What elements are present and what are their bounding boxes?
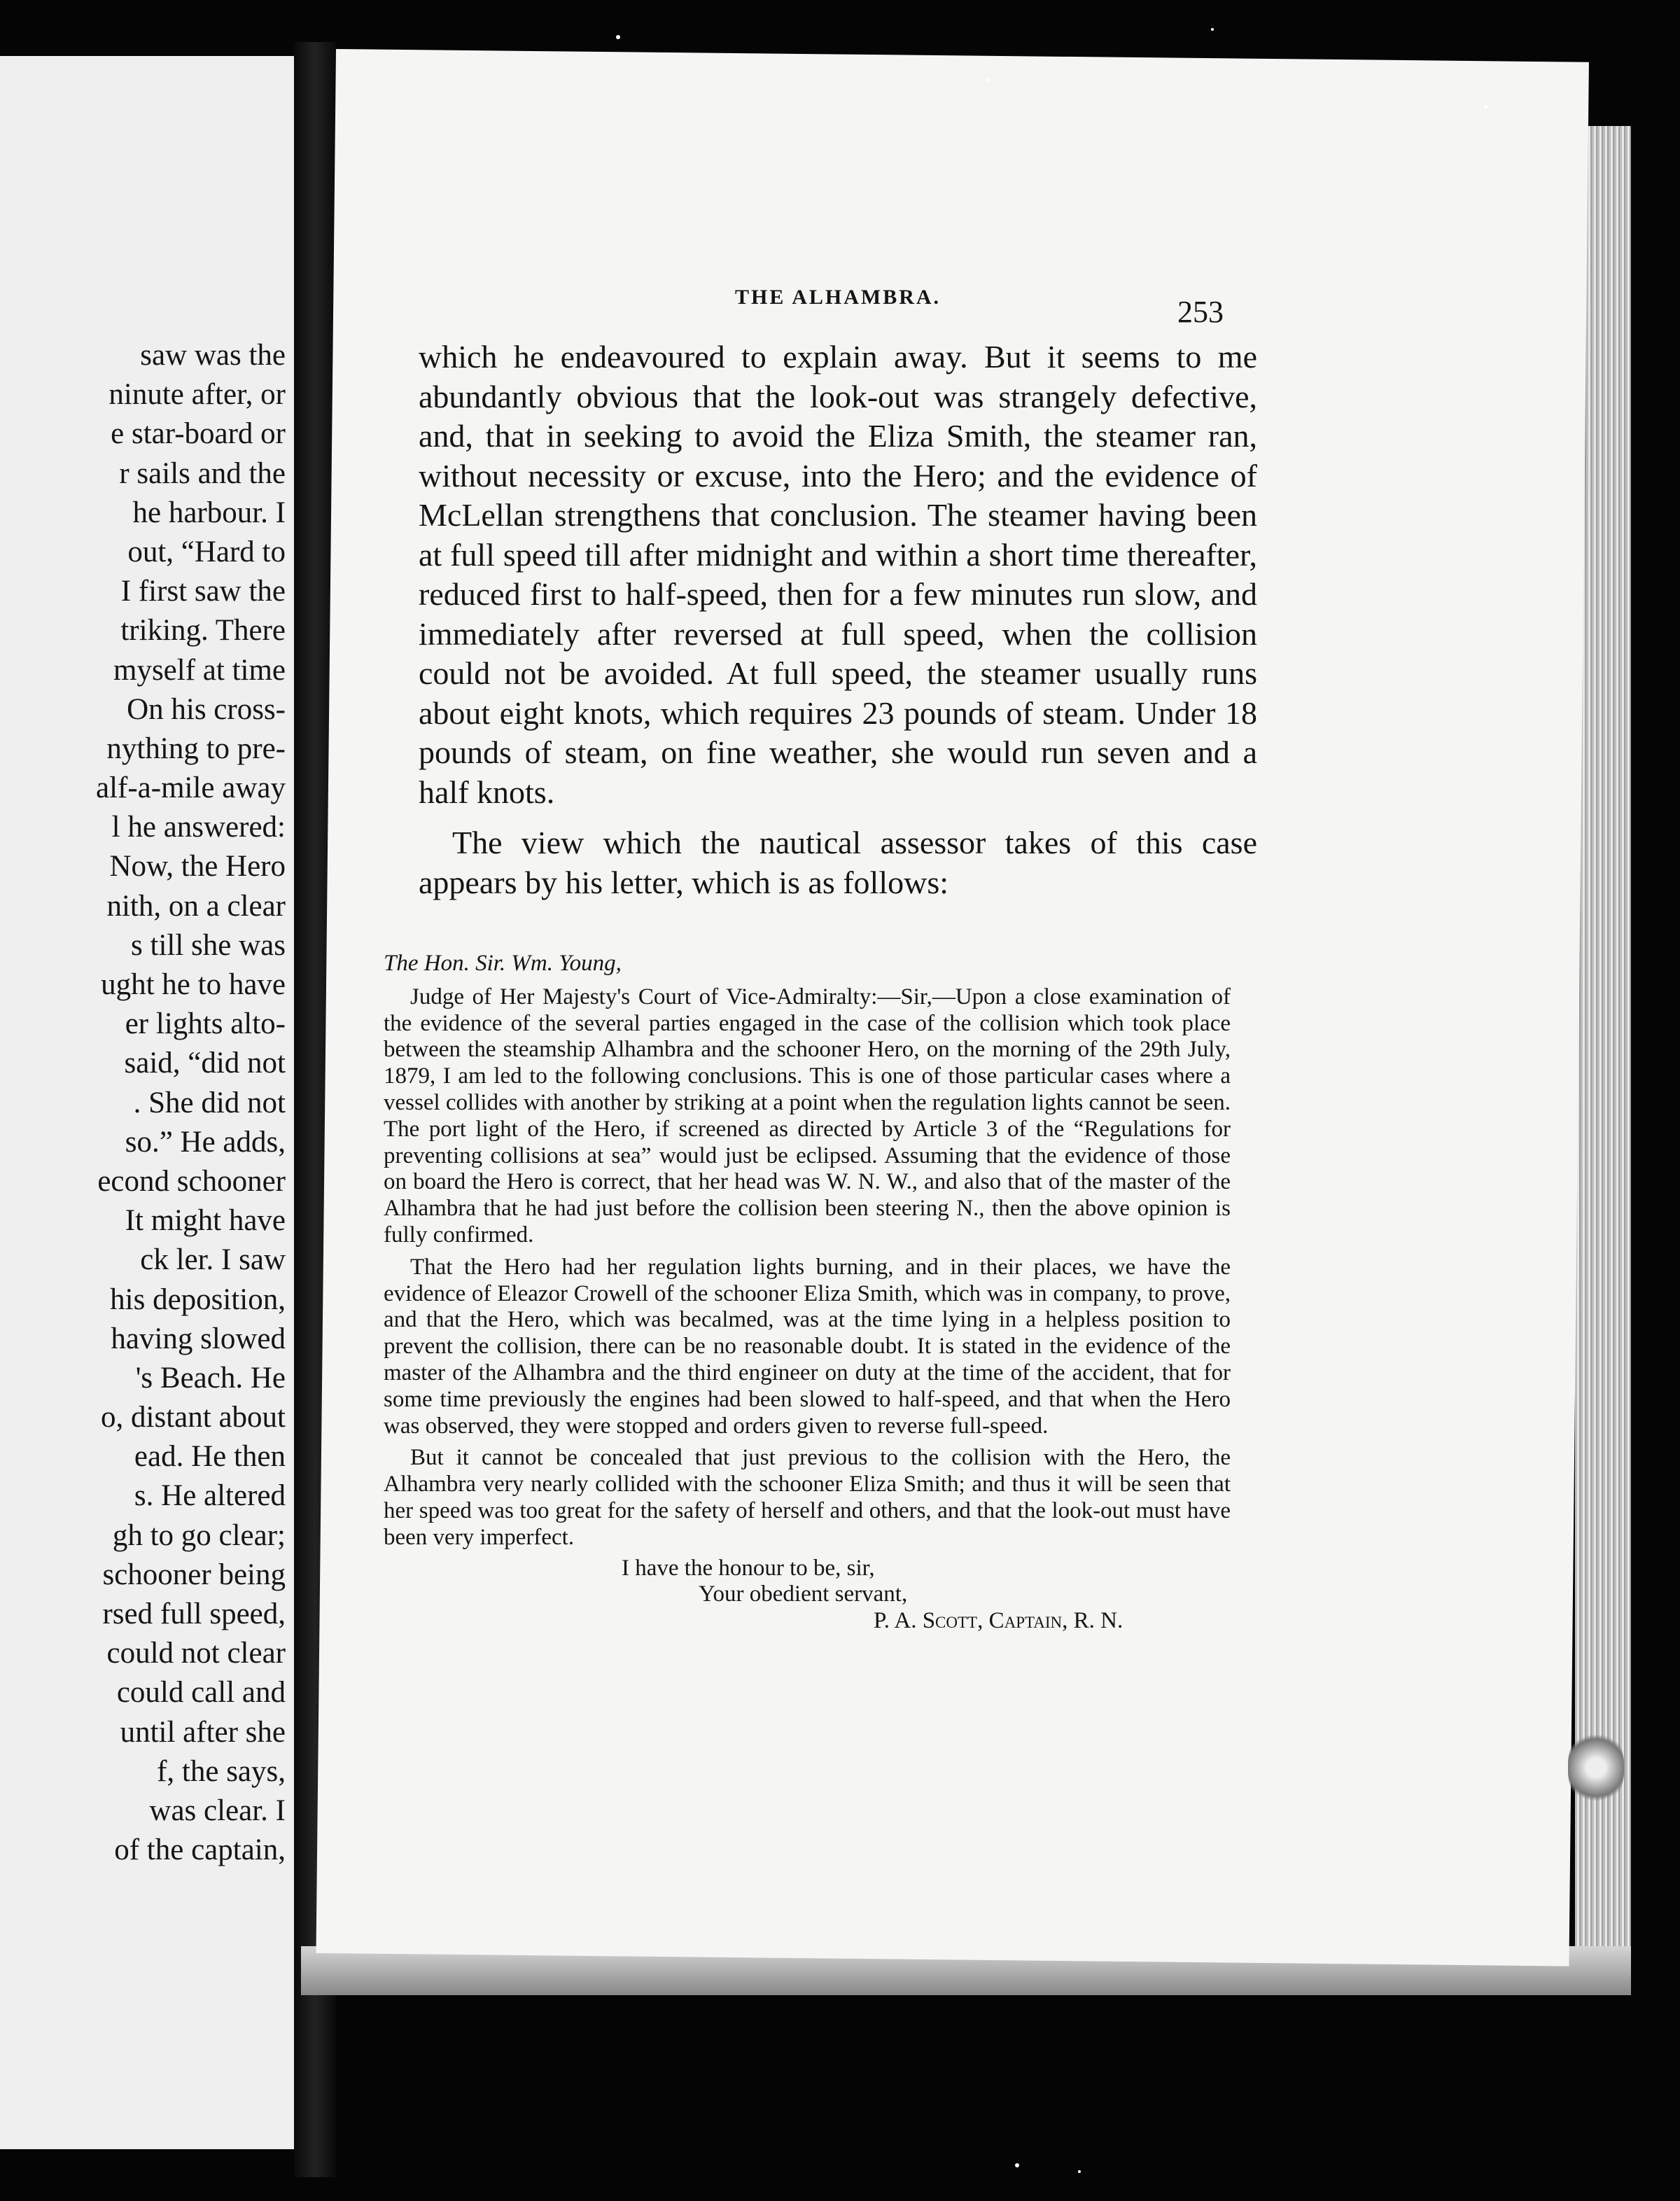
body-text bbox=[419, 337, 1257, 902]
left-page-line: having slowed bbox=[111, 1322, 286, 1355]
signature: P. A. Scott, Captain, R. N. bbox=[874, 1608, 1124, 1634]
left-page-line: l he answered: bbox=[111, 811, 286, 844]
left-page-line: so.” He adds, bbox=[125, 1125, 286, 1159]
letter-para-2: That the Hero had her regulation lights burning, and in their places, we have the evidence of Eleazor Crowell of the schooner Eliza Smith, which was in company, to prove, and that the Hero, which was becalmed, was at the time lying in a helpless position to prevent the collision, there can be no reasonable doubt. It is stated in the evidence of the master of the Alhambra and the third engineer on duty at the time of the accident, that for some time previously the engines had been slowed to half-speed, and that when the Hero was observed, they were stopped and orders given to reverse full-speed. bbox=[384, 1254, 1231, 1439]
left-page-line: could call and bbox=[116, 1676, 286, 1710]
left-page-line: econd schooner bbox=[97, 1164, 286, 1198]
letter-para-3: But it cannot be concealed that just previous to the collision with the Hero, the Alhambra very nearly collided with the schooner Eliza Smith; and thus it will be seen that her speed was too great for the safety of herself and others, and that the look-out must have been very imperfect. bbox=[384, 1445, 1231, 1550]
left-page-line: rsed full speed, bbox=[102, 1598, 286, 1630]
page-number: 253 bbox=[1177, 295, 1224, 329]
letter bbox=[384, 951, 1231, 1635]
paper-stain bbox=[1568, 1729, 1624, 1806]
closing-line-2: Your obedient servant, bbox=[699, 1581, 908, 1607]
left-page-line: s. He altered bbox=[134, 1479, 286, 1513]
left-page-line: nything to pre- bbox=[106, 732, 286, 765]
left-page-line: could not clear bbox=[106, 1637, 286, 1670]
letter-para-1: Judge of Her Majesty's Court of Vice-Admiralty:—Sir,—Upon a close examination of the evidence of the several parties engaged in the case of the collision which took place between the steamship Alhambra and the schooner Hero, on the morning of the 29th July, 1879, I am led to the following conclusions. This is one of those particular cases where a vessel collides with another by striking at a point when the regulation lights cannot be seen. The port light of the Hero, if screened as directed by Article 3 of the “Regulations for preventing collisions at sea” would just be eclipsed. Assuming that the evidence of those on board the Hero is correct, that her head was W. N. W., and also that of the master of the Alhambra that he had just before the collision been steering N., then the above opinion is fully confirmed. bbox=[384, 984, 1231, 1248]
left-page-line: was clear. I bbox=[149, 1794, 286, 1827]
left-page-line: said, “did not bbox=[124, 1047, 286, 1080]
left-page-line: Now, the Hero bbox=[109, 850, 286, 883]
left-page-line: of the captain, bbox=[114, 1833, 286, 1867]
left-page-line: triking. There bbox=[120, 614, 286, 648]
left-page-line: schooner being bbox=[102, 1558, 286, 1591]
letter-closing bbox=[384, 1556, 1231, 1635]
left-page-line: er lights alto- bbox=[125, 1007, 286, 1041]
left-page-line: ught he to have bbox=[101, 968, 286, 1001]
left-page-line: nith, on a clear bbox=[106, 889, 286, 923]
left-page-line: alf-a-mile away bbox=[96, 771, 286, 805]
closing-line-1: I have the honour to be, sir, bbox=[622, 1555, 875, 1581]
letter-salutation: The Hon. Sir. Wm. Young, bbox=[384, 951, 622, 976]
running-head: THE ALHAMBRA. bbox=[735, 286, 941, 309]
left-page-line: I first saw the bbox=[120, 575, 286, 608]
left-page-line: ck ler. I saw bbox=[140, 1243, 286, 1277]
left-page-line: myself at time bbox=[113, 653, 286, 687]
left-page-line: . She did not bbox=[133, 1086, 286, 1119]
paragraph-2: The view which the nautical assessor takes of this case appears by his letter, which is as follows: bbox=[419, 825, 1257, 900]
left-page-line: out, “Hard to bbox=[127, 535, 286, 568]
left-page-line: ead. He then bbox=[134, 1440, 286, 1474]
left-page-line: gh to go clear; bbox=[112, 1518, 286, 1552]
left-page-line: e star-board or bbox=[111, 417, 286, 451]
left-page-line: f, the says, bbox=[157, 1754, 286, 1788]
left-page-line: On his cross- bbox=[127, 692, 286, 726]
left-page-line: his deposition, bbox=[110, 1283, 286, 1316]
left-page-line: he harbour. I bbox=[132, 496, 286, 529]
left-page-line: r sails and the bbox=[119, 456, 286, 490]
left-page-line: It might have bbox=[125, 1204, 286, 1238]
left-page-text bbox=[0, 336, 294, 1870]
left-page bbox=[0, 56, 298, 2149]
left-page-line: o, distant about bbox=[101, 1401, 286, 1434]
left-page-line: s till she was bbox=[131, 928, 286, 962]
left-page-line: saw was the bbox=[140, 339, 286, 372]
left-page-line: 's Beach. He bbox=[135, 1361, 286, 1395]
left-page-line: ninute after, or bbox=[108, 378, 286, 412]
paragraph-1: which he endeavoured to explain away. But it seems to me abundantly obvious that the look-out was strangely defective, and, that in seeking to avoid the Eliza Smith, the steamer ran, without necessity or excuse, into the Hero; and the evidence of McLellan strengthens that conclusion. The steamer having been at full speed till after midnight and within a short time thereafter, reduced first to half-speed, then for a few minutes run slow, and immediately after reversed at full speed, when the collision could not be avoided. At full speed, the steamer usually runs about eight knots, which requires 23 pounds of steam. Under 18 pounds of steam, on fine weather, she would run seven and a half knots. bbox=[419, 339, 1257, 810]
left-page-line: until after she bbox=[120, 1715, 286, 1749]
